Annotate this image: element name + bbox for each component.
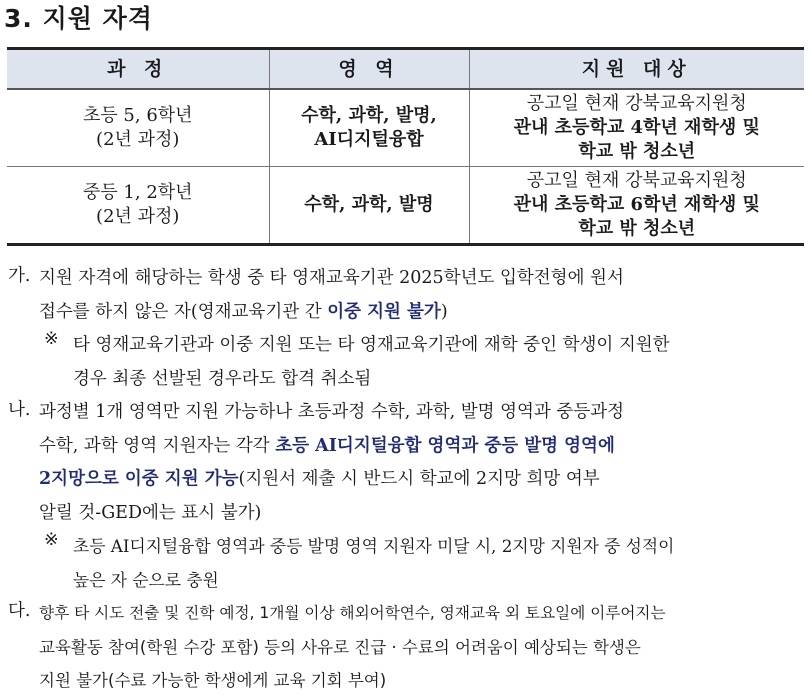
note-line: 경우 최종 선발된 경우라도 합격 취소됨 xyxy=(73,368,372,389)
target-line: 관내 초등학교 6학년 재학생 및 xyxy=(513,194,760,215)
note-line: 타 영재교육기관과 이중 지원 또는 타 영재교육기관에 재학 중인 학생이 지원한 xyxy=(73,335,670,355)
target-cell xyxy=(469,89,804,167)
area-cell xyxy=(269,167,469,245)
note-da xyxy=(0,597,811,698)
note-marker: 다. xyxy=(8,601,31,621)
note-na-sub xyxy=(0,530,811,597)
note-line: 교육활동 참여(학원 수강 포함) 등의 사유로 진급 · 수료의 어려움이 예상되는 학생은 xyxy=(39,637,641,657)
area-line: 수학, 과학, 발명 xyxy=(304,194,434,215)
note-line: 접수를 하지 않은 자(영재교육기관 간 이중 지원 불가) xyxy=(39,301,448,322)
emphasis-text: 초등 AI디지털융합 영역과 중등 발명 영역에 xyxy=(275,435,615,456)
course-duration: (2년 과정) xyxy=(96,206,180,227)
header-area: 영 역 xyxy=(269,49,469,90)
note-na xyxy=(0,396,811,530)
course-cell xyxy=(7,167,269,245)
note-line: 수학, 과학 영역 지원자는 각각 초등 AI디지털융합 영역과 중등 발명 영역에 xyxy=(39,435,615,456)
target-line: 학교 밖 청소년 xyxy=(578,218,696,239)
note-line: 과정별 1개 영역만 지원 가능하나 초등과정 수학, 과학, 발명 영역과 중등과정 xyxy=(39,402,625,422)
course-grade: 중등 1, 2학년 xyxy=(82,182,193,203)
note-marker: 가. xyxy=(8,266,31,286)
note-marker: 나. xyxy=(8,400,31,420)
note-line: 지원 자격에 해당하는 학생 중 타 영재교육기관 2025학년도 입학전형에 원서 xyxy=(39,268,624,288)
target-line: 관내 초등학교 4학년 재학생 및 xyxy=(513,117,760,138)
area-line: AI디지털융합 xyxy=(314,129,424,150)
eligibility-table xyxy=(7,47,804,246)
table-row xyxy=(7,167,804,245)
notes-section xyxy=(0,262,811,698)
note-ga xyxy=(0,262,811,329)
emphasis-text: 이중 지원 불가 xyxy=(327,301,441,322)
target-line: 학교 밖 청소년 xyxy=(578,141,696,162)
header-target: 지원 대상 xyxy=(469,49,804,90)
note-line: 초등 AI디지털융합 영역과 중등 발명 영역 지원자 미달 시, 2지망 지원자 중 성적이 xyxy=(73,536,675,556)
course-cell xyxy=(7,89,269,167)
note-line: 알릴 것-GED에는 표시 불가) xyxy=(39,502,262,523)
table-header-row xyxy=(7,49,804,90)
target-line: 공고일 현재 강북교육지원청 xyxy=(526,93,747,114)
target-cell xyxy=(469,167,804,245)
header-course: 과 정 xyxy=(7,49,269,90)
note-ga-sub xyxy=(0,329,811,396)
section-title: 3. 지원 자격 xyxy=(4,4,153,33)
emphasis-text: 2지망으로 이중 지원 가능 xyxy=(39,469,239,489)
area-line: 수학, 과학, 발명, xyxy=(301,105,437,126)
course-duration: (2년 과정) xyxy=(96,129,180,150)
course-grade: 초등 5, 6학년 xyxy=(82,105,193,126)
reference-mark: ※ xyxy=(44,530,59,550)
area-cell xyxy=(269,89,469,167)
target-line: 공고일 현재 강북교육지원청 xyxy=(526,170,747,191)
note-line: 높은 자 순으로 충원 xyxy=(73,569,219,590)
note-line: 향후 타 시도 전출 및 진학 예정, 1개월 이상 해외어학연수, 영재교육 외 토요일에 이루어지는 xyxy=(39,604,666,622)
note-line: 지원 불가(수료 가능한 학생에게 교육 기회 부여) xyxy=(39,671,387,690)
note-line: 2지망으로 이중 지원 가능(지원서 제출 시 반드시 학교에 2지망 희망 여부 xyxy=(39,469,600,489)
table-row xyxy=(7,89,804,167)
reference-mark: ※ xyxy=(44,329,59,349)
